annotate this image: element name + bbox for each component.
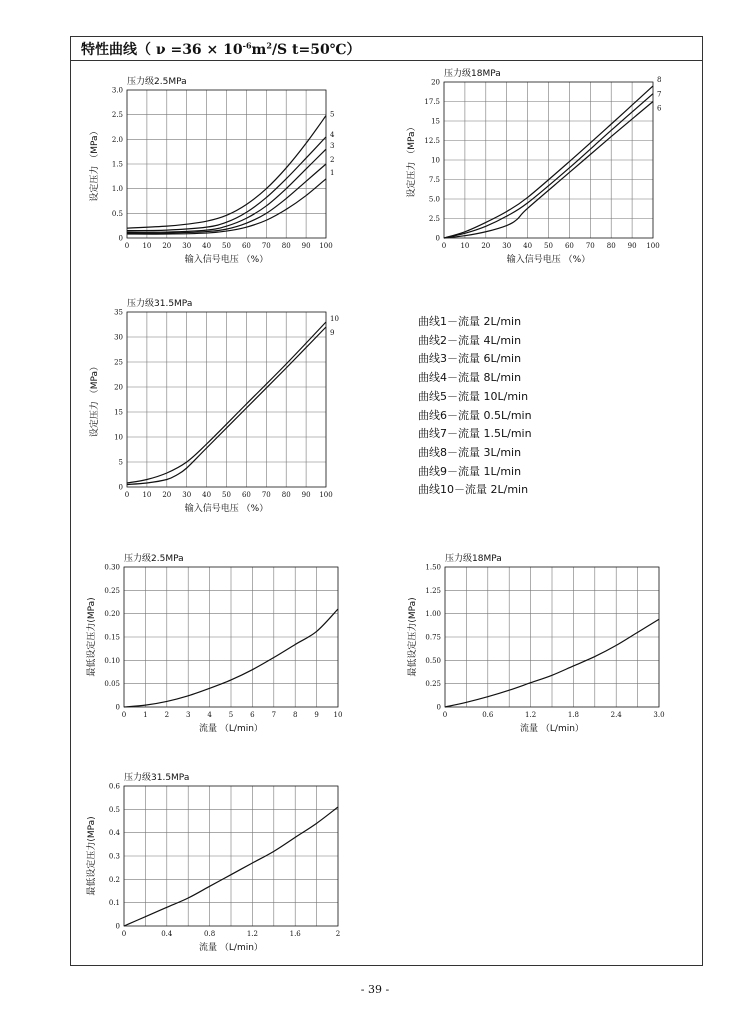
chart-3-ytick-label: 30: [114, 333, 123, 342]
legend-item-1: 曲线1－流量 2L/min: [418, 315, 522, 328]
chart-3-ytick-label: 20: [114, 383, 123, 392]
title-formula-pre: （ ν =36 × 10: [137, 42, 243, 58]
chart-5-ytick-label: 0.25: [425, 680, 441, 689]
curve-legend: [418, 313, 532, 500]
chart-6-ytick-label: 0.1: [108, 899, 120, 908]
chart-2-curve-label-7: 7: [657, 90, 662, 99]
chart-5-ytick-label: 1.00: [425, 610, 441, 619]
page-number: - 39 -: [360, 983, 390, 996]
chart-1-xtick-label: 70: [261, 242, 271, 250]
chart-6-ytick-label: 0: [115, 922, 120, 931]
chart-2-ytick-label: 17.5: [424, 98, 440, 106]
chart-5-xtick-label: 0: [442, 711, 448, 719]
chart-4-xtick-label: 4: [207, 711, 212, 719]
chart-3-xtick-label: 70: [261, 491, 271, 499]
chart-2-ytick-label: 2.5: [428, 215, 440, 223]
chart-1-xtick-label: 40: [202, 242, 212, 250]
legend-item-7: 曲线7－流量 1.5L/min: [418, 427, 532, 441]
chart-6-xtick-label: 1.6: [289, 930, 301, 938]
chart-4-ytick-label: 0.30: [104, 563, 120, 572]
chart-3-ytick-label: 0: [118, 483, 123, 492]
legend-item-10: 曲线10－流量 2L/min: [418, 483, 529, 497]
chart-1-xtick-label: 80: [281, 242, 291, 250]
chart-3-ytick-label: 10: [114, 433, 123, 442]
chart-3-title: 压力级31.5MPa: [127, 299, 193, 309]
chart-2-xtick-label: 100: [646, 242, 660, 250]
chart-5-ytick-label: 0: [436, 703, 441, 712]
legend-item-2: 曲线2－流量 4L/min: [418, 333, 522, 347]
chart-1-ytick-label: 0.5: [111, 209, 123, 218]
chart-4-xtick-label: 9: [314, 711, 319, 719]
chart-3-ytick-label: 5: [118, 458, 123, 467]
title-bar: [71, 37, 702, 61]
chart-3-xtick-label: 50: [222, 491, 231, 499]
chart-2-ylabel: 设定压力 （MPa）: [407, 122, 417, 198]
chart-5-ytick-label: 1.25: [425, 586, 441, 595]
legend-item-9: 曲线9－流量 1L/min: [418, 464, 522, 478]
chart-4-xtick-label: 10: [333, 711, 343, 719]
chart-5-ylabel: 最低设定压力(MPa): [408, 597, 418, 677]
chart-1-curve-label-1: 1: [330, 168, 335, 177]
chart-4-xtick-label: 6: [250, 711, 255, 719]
chart-5-xtick-label: 2.4: [610, 711, 622, 719]
chart-6-xtick-label: 0.8: [204, 930, 216, 938]
chart-2-curve-label-8: 8: [657, 75, 662, 84]
chart-1-ytick-label: 1.5: [111, 160, 123, 169]
chart-4-xtick-label: 2: [164, 711, 170, 719]
chart-4-xtick-label: 8: [292, 711, 298, 719]
chart-2-ytick-label: 5.0: [428, 195, 440, 204]
chart-2-ytick-label: 15: [431, 117, 440, 126]
legend-item-3: 曲线3－流量 6L/min: [418, 352, 522, 366]
title-formula-post: /S t=50℃）: [271, 42, 361, 58]
chart-2-xtick-label: 0: [441, 242, 447, 250]
chart-2-curve-label-6: 6: [657, 104, 662, 113]
chart-3-ytick-label: 35: [114, 308, 123, 317]
chart-1-curve-label-3: 3: [330, 142, 335, 151]
chart-3-ytick-label: 25: [114, 358, 123, 367]
chart-1-ytick-label: 2.0: [111, 135, 123, 144]
chart-1-xtick-label: 30: [182, 242, 192, 250]
chart-2-xtick-label: 50: [544, 242, 553, 250]
chart-4-xtick-label: 7: [271, 711, 277, 719]
chart-6-xtick-label: 0: [121, 930, 127, 938]
chart-1-curve-label-4: 4: [330, 130, 335, 139]
legend-item-5: 曲线5－流量 10L/min: [418, 389, 529, 403]
chart-3-ytick-label: 15: [114, 408, 123, 417]
chart-5-xtick-label: 1.2: [525, 711, 537, 719]
chart-6-ytick-label: 0.5: [108, 805, 120, 814]
chart-3-xtick-label: 90: [301, 491, 311, 499]
chart-6-title: 压力级31.5MPa: [124, 773, 190, 783]
chart-2-xtick-label: 90: [627, 242, 637, 250]
chart-3-xtick-label: 60: [241, 491, 251, 499]
chart-6-xtick-label: 2: [335, 930, 341, 938]
chart-3-xtick-label: 100: [319, 491, 333, 499]
chart-3-xtick-label: 20: [162, 491, 172, 499]
legend-item-8: 曲线8－流量 3L/min: [418, 445, 522, 459]
chart-1-xtick-label: 0: [124, 242, 130, 250]
chart-4-ytick-label: 0.05: [104, 680, 120, 689]
chart-6-xtick-label: 1.2: [246, 930, 258, 938]
chart-3-xtick-label: 80: [281, 491, 291, 499]
title-main: 特性曲线: [81, 42, 137, 58]
chart-2-xtick-label: 10: [460, 242, 470, 250]
chart-4-xtick-label: 1: [143, 711, 148, 719]
chart-4-ytick-label: 0.15: [104, 633, 120, 642]
chart-3-xlabel: 输入信号电压 （%）: [184, 504, 269, 514]
title-exponent-2: 2: [266, 40, 272, 51]
chart-5-ytick-label: 0.50: [425, 656, 441, 665]
chart-3-curve-label-9: 9: [330, 329, 335, 337]
chart-1-xlabel: 输入信号电压 （%）: [184, 255, 269, 265]
chart-4-xtick-label: 0: [121, 711, 127, 719]
chart-2-ytick-label: 10: [431, 156, 440, 165]
chart-3-xtick-label: 40: [202, 491, 212, 499]
chart-3-xtick-label: 30: [182, 491, 192, 499]
chart-3-xtick-label: 10: [142, 491, 152, 499]
chart-1-ylabel: 设定压力 （MPa）: [90, 126, 100, 202]
chart-frame: [70, 36, 703, 966]
chart-1-xtick-label: 60: [241, 242, 251, 250]
chart-1-xtick-label: 100: [319, 242, 333, 250]
chart-2-ytick-label: 20: [431, 78, 440, 87]
chart-6-ytick-label: 0.3: [108, 852, 120, 861]
chart-1-xtick-label: 20: [162, 242, 172, 250]
chart-3-ylabel: 设定压力 （MPa）: [90, 361, 100, 438]
chart-2-ytick-label: 12.5: [424, 137, 440, 145]
chart-2-xtick-label: 70: [585, 242, 595, 250]
chart-4-ytick-label: 0: [115, 703, 120, 712]
chart-4-ytick-label: 0.10: [104, 656, 120, 665]
legend-item-6: 曲线6－流量 0.5L/min: [418, 408, 532, 422]
title-formula-mid: m: [251, 42, 267, 58]
chart-2-ytick-label: 7.5: [428, 176, 440, 184]
chart-3-curve-label-10: 10: [330, 315, 339, 323]
chart-4-ylabel: 最低设定压力(MPa): [87, 597, 97, 677]
title-exponent-1: -6: [242, 40, 252, 51]
chart-1-xtick-label: 50: [222, 242, 231, 250]
chart-2-ytick-label: 0: [435, 234, 440, 243]
chart-5-xtick-label: 1.8: [567, 711, 579, 719]
chart-5-title: 压力级18MPa: [445, 554, 502, 564]
chart-2-xtick-label: 40: [523, 242, 533, 250]
chart-6-xlabel: 流量 （L/min）: [199, 943, 263, 953]
chart-1-ytick-label: 1.0: [111, 185, 123, 194]
chart-1-title: 压力级2.5MPa: [127, 77, 187, 87]
chart-5-xtick-label: 3.0: [653, 711, 665, 719]
chart-1-ytick-label: 3.0: [111, 86, 123, 95]
chart-2-xlabel: 输入信号电压 （%）: [506, 255, 591, 265]
chart-2-xtick-label: 80: [606, 242, 616, 250]
chart-4-xtick-label: 3: [185, 711, 191, 719]
chart-1-curve-label-2: 2: [330, 156, 335, 164]
chart-1-curve-label-5: 5: [330, 110, 335, 119]
chart-2-xtick-label: 20: [481, 242, 491, 250]
chart-5-xlabel: 流量 （L/min）: [520, 724, 584, 734]
chart-2-xtick-label: 30: [502, 242, 512, 250]
chart-2-xtick-label: 60: [564, 242, 574, 250]
chart-4-ytick-label: 0.25: [104, 586, 120, 595]
chart-3-xtick-label: 0: [124, 491, 130, 499]
chart-1-xtick-label: 90: [301, 242, 311, 250]
chart-5-xtick-label: 0.6: [482, 711, 494, 719]
chart-4-title: 压力级2.5MPa: [124, 554, 184, 564]
chart-6-ytick-label: 0.6: [108, 782, 120, 791]
chart-5-ytick-label: 0.75: [425, 633, 441, 642]
chart-1-xtick-label: 10: [142, 242, 152, 250]
chart-4-xlabel: 流量 （L/min）: [199, 724, 263, 734]
chart-6-xtick-label: 0.4: [161, 930, 173, 938]
chart-5-ytick-label: 1.50: [425, 563, 441, 572]
chart-1-ytick-label: 2.5: [111, 111, 123, 120]
chart-6-ylabel: 最低设定压力(MPa): [87, 816, 97, 896]
chart-2-title: 压力级18MPa: [444, 69, 501, 79]
page-title: [81, 39, 361, 59]
chart-4-ytick-label: 0.20: [104, 610, 120, 619]
legend-item-4: 曲线4－流量 8L/min: [418, 371, 522, 385]
chart-6-ytick-label: 0.4: [108, 829, 120, 838]
chart-4-xtick-label: 5: [228, 711, 234, 719]
chart-6-ytick-label: 0.2: [108, 875, 120, 884]
chart-1-ytick-label: 0: [118, 234, 123, 243]
